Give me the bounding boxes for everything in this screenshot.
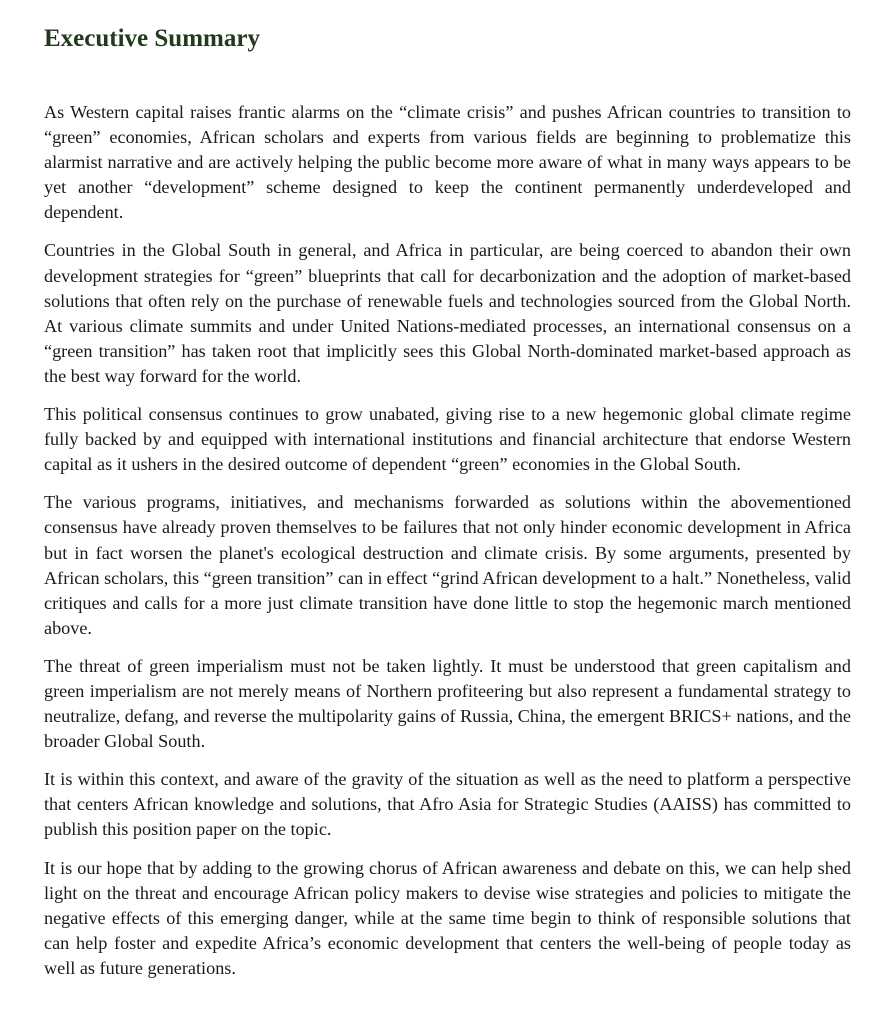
paragraph-2: Countries in the Global South in general, and Africa in particular, are being coerced to abandon their own development strategies for “green” blueprints that call for decarbonization and the adoption of market-based solutions that often rely on the purchase of renewable fuels and technologies sourced from the Global North. At various climate summits and under United Nations-mediated processes, an international consensus on a “green transition” has taken root that implicitly sees this Global North-dominated market-based approach as the best way forward for the world. [44,240,851,386]
paragraph-4: The various programs, initiatives, and mechanisms forwarded as solutions within the abovementioned consensus have already proven themselves to be failures that not only hinder economic development in Africa but in fact worsen the planet's ecological destruction and climate crisis. By some arguments, presented by African scholars, this “green transition” can in effect “grind African development to a halt.” Nonetheless, valid critiques and calls for a more just climate transition have done little to stop the hegemonic march mentioned above. [44,492,851,638]
paragraph-3: This political consensus continues to grow unabated, giving rise to a new hegemonic global climate regime fully backed by and equipped with international institutions and financial architecture that endorse Western capital as it ushers in the desired outcome of dependent “green” economies in the Global South. [44,404,851,475]
paragraph-1: As Western capital raises frantic alarms on the “climate crisis” and pushes African countries to transition to “green” economies, African scholars and experts from various fields are beginning to problematize this alarmist narrative and are actively helping the public become more aware of what in many ways appears to be yet another “development” scheme designed to keep the continent permanently underdeveloped and dependent. [44,102,851,223]
paragraph-6: It is within this context, and aware of the gravity of the situation as well as the need to platform a perspective that centers African knowledge and solutions, that Afro Asia for Strategic Studies (AAISS) has committed to publish this position paper on the topic. [44,769,851,840]
paragraph-7: It is our hope that by adding to the growing chorus of African awareness and debate on this, we can help shed light on the threat and encourage African policy makers to devise wise strategies and policies to mitigate the negative effects of this emerging danger, while at the same time begin to think of responsible solutions that can help foster and expedite Africa’s economic development that centers the well-being of people today as well as future generations. [44,857,851,978]
section-heading: Executive Summary [44,25,260,52]
paragraph-5: The threat of green imperialism must not be taken lightly. It must be understood that green capitalism and green imperialism are not merely means of Northern profiteering but also represent a fundamental strategy to neutralize, defang, and reverse the multipolarity gains of Russia, China, the emergent BRICS+ nations, and the broader Global South. [44,655,851,752]
